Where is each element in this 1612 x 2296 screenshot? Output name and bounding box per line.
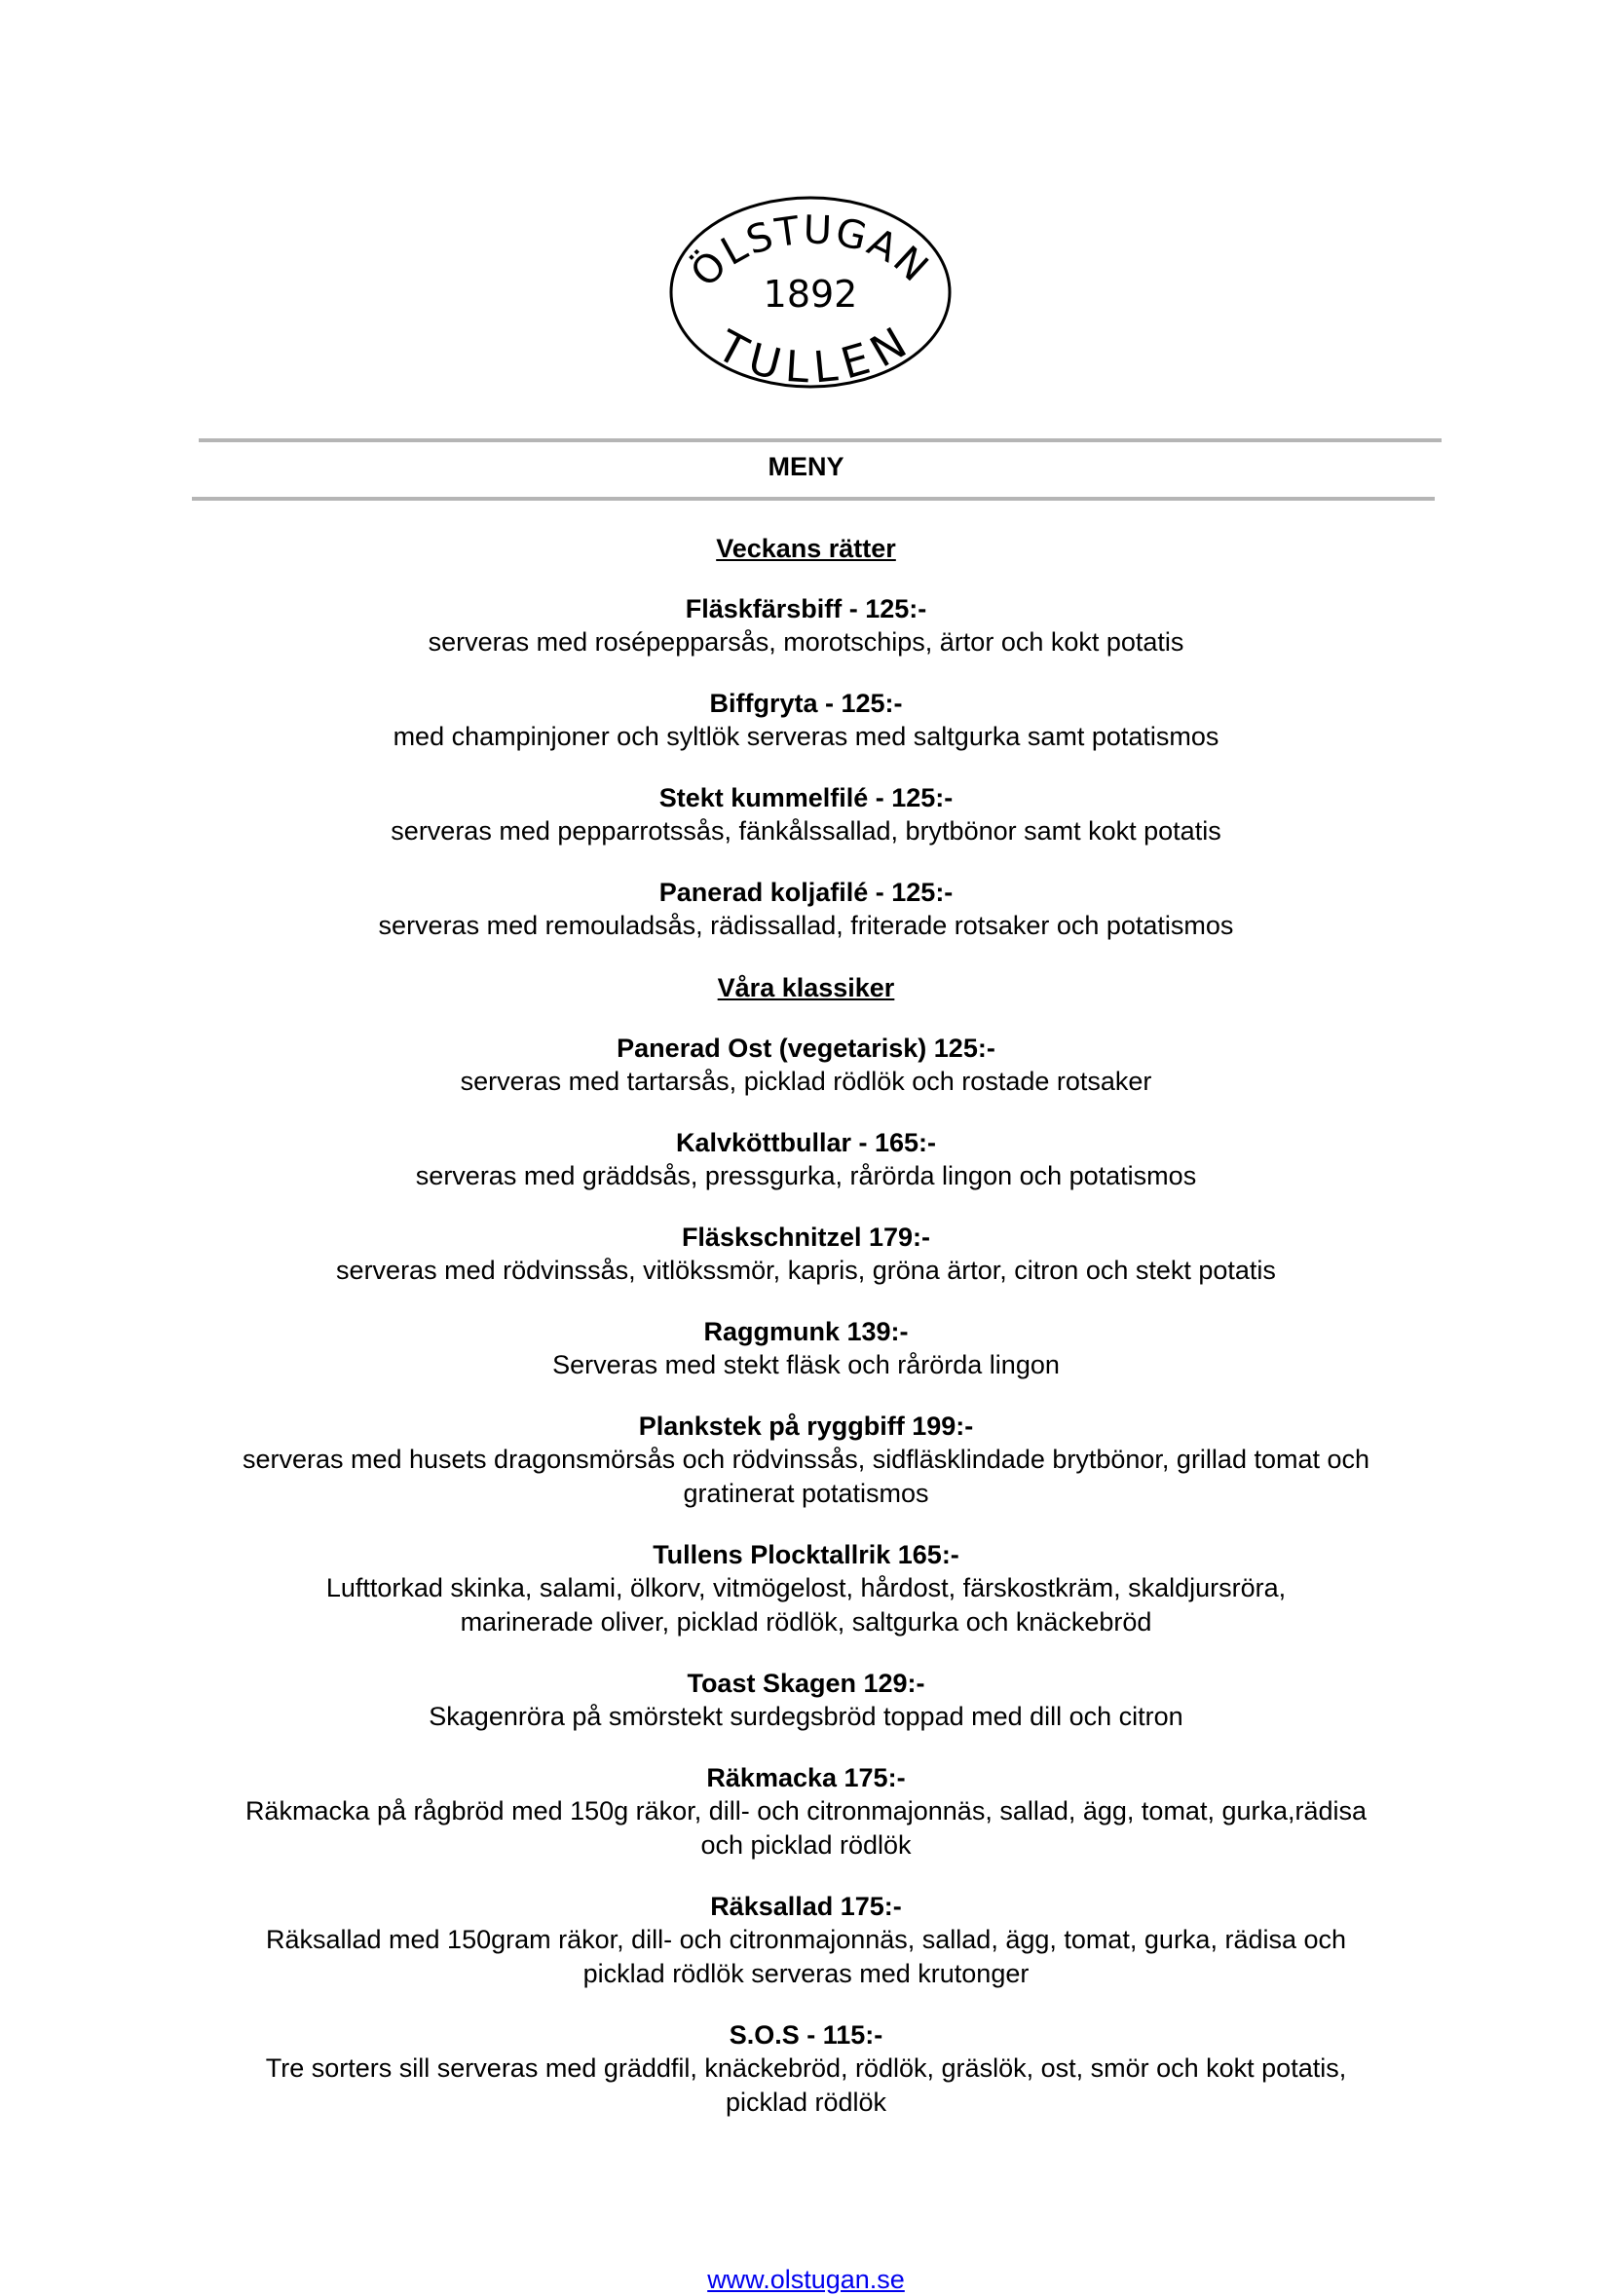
menu-item-description: Skagenröra på smörstekt surdegsbröd toppad med dill och citron [429, 1702, 1183, 1731]
menu-item [234, 1539, 1378, 1639]
section-title: Veckans rätter [716, 534, 896, 563]
website-link[interactable]: www.olstugan.se [707, 2265, 905, 2294]
menu-item-name: Plankstek på ryggbiff 199:- [638, 1411, 974, 1441]
menu-item-description: picklad rödlök serveras med krutonger [582, 1959, 1030, 1988]
menu-item-name: Fläskschnitzel 179:- [681, 1223, 931, 1252]
menu-item-description: marinerade oliver, picklad rödlök, saltgurka och knäckebröd [460, 1607, 1152, 1637]
menu-item-description: serveras med pepparrotssås, fänkålssallad, brytbönor samt kokt potatis [391, 816, 1221, 846]
logo-name-bottom: TULLEN [708, 317, 918, 394]
menu-item-description: serveras med rödvinssås, vitlökssmör, kapris, gröna ärtor, citron och stekt potatis [336, 1256, 1276, 1285]
menu-item-description: serveras med husets dragonsmörsås och rödvinssås, sidfläsklindade brytbönor, grillad tomat och [242, 1445, 1370, 1474]
menu-item-description: serveras med gräddsås, pressgurka, rårörda lingon och potatismos [415, 1161, 1197, 1190]
menu-item-name: Biffgryta - 125:- [709, 689, 903, 718]
menu-item-description: Tre sorters sill serveras med gräddfil, knäckebröd, rödlök, gräslök, ost, smör och kokt potatis, [265, 2053, 1347, 2083]
menu-item-description: serveras med remouladsås, rädissallad, friterade rotsaker och potatismos [378, 911, 1234, 940]
menu-item [234, 1127, 1378, 1193]
menu-item-name: Panerad koljafilé - 125:- [658, 878, 954, 907]
menu-item [234, 782, 1378, 848]
menu-item-description: Räkmacka på rågbröd med 150g räkor, dill- och citronmajonnäs, sallad, ägg, tomat, gurka,rädisa [244, 1796, 1368, 1826]
menu-item-name: Stekt kummelfilé - 125:- [658, 783, 954, 812]
menu-item-name: S.O.S - 115:- [729, 2020, 883, 2050]
menu-item-name: Fläskfärsbiff - 125:- [685, 594, 927, 623]
menu-item [234, 1033, 1378, 1099]
menu-item-name: Räksallad 175:- [710, 1892, 902, 1921]
header-rule-bottom [192, 497, 1435, 501]
menu-item [234, 1222, 1378, 1288]
menu-item [234, 877, 1378, 943]
menu-item-description: gratinerat potatismos [683, 1479, 929, 1508]
menu-item-name: Räkmacka 175:- [706, 1763, 906, 1792]
menu-item [234, 2019, 1378, 2120]
header-rule-top [199, 438, 1442, 442]
menu-item-description: picklad rödlök [725, 2088, 887, 2117]
menu-item [234, 688, 1378, 754]
logo-name-top: ÖLSTUGAN [682, 207, 938, 296]
menu-item [234, 1668, 1378, 1734]
menu-item-name: Kalvköttbullar - 165:- [675, 1128, 937, 1157]
menu-item [234, 1891, 1378, 1991]
menu-title: MENY [768, 452, 844, 481]
menu-item-description: Lufttorkad skinka, salami, ölkorv, vitmögelost, hårdost, färskostkräm, skaldjursröra, [325, 1573, 1287, 1602]
menu-item-description: och picklad rödlök [700, 1830, 912, 1860]
restaurant-logo [664, 190, 956, 395]
menu-item [234, 1762, 1378, 1863]
logo-year: 1892 [763, 273, 858, 316]
menu-item [234, 1316, 1378, 1382]
section-title: Våra klassiker [717, 973, 895, 1002]
menu-item-name: Raggmunk 139:- [703, 1317, 909, 1346]
menu-item-description: Räksallad med 150gram räkor, dill- och citronmajonnäs, sallad, ägg, tomat, gurka, rädisa och [265, 1925, 1347, 1954]
menu-item [234, 1411, 1378, 1511]
menu-item [234, 593, 1378, 659]
menu-list [234, 532, 1378, 2148]
menu-item-description: med champinjoner och syltlök serveras med saltgurka samt potatismos [393, 722, 1219, 751]
menu-item-description: serveras med tartarsås, picklad rödlök och rostade rotsaker [460, 1067, 1152, 1096]
menu-item-name: Tullens Plocktallrik 165:- [653, 1540, 959, 1569]
menu-item-description: serveras med rosépepparsås, morotschips, ärtor och kokt potatis [428, 627, 1184, 657]
menu-item-name: Toast Skagen 129:- [687, 1669, 925, 1698]
logo-oval-emblem [664, 190, 956, 395]
menu-item-description: Serveras med stekt fläsk och rårörda lingon [552, 1350, 1060, 1379]
menu-item-name: Panerad Ost (vegetarisk) 125:- [617, 1034, 995, 1063]
